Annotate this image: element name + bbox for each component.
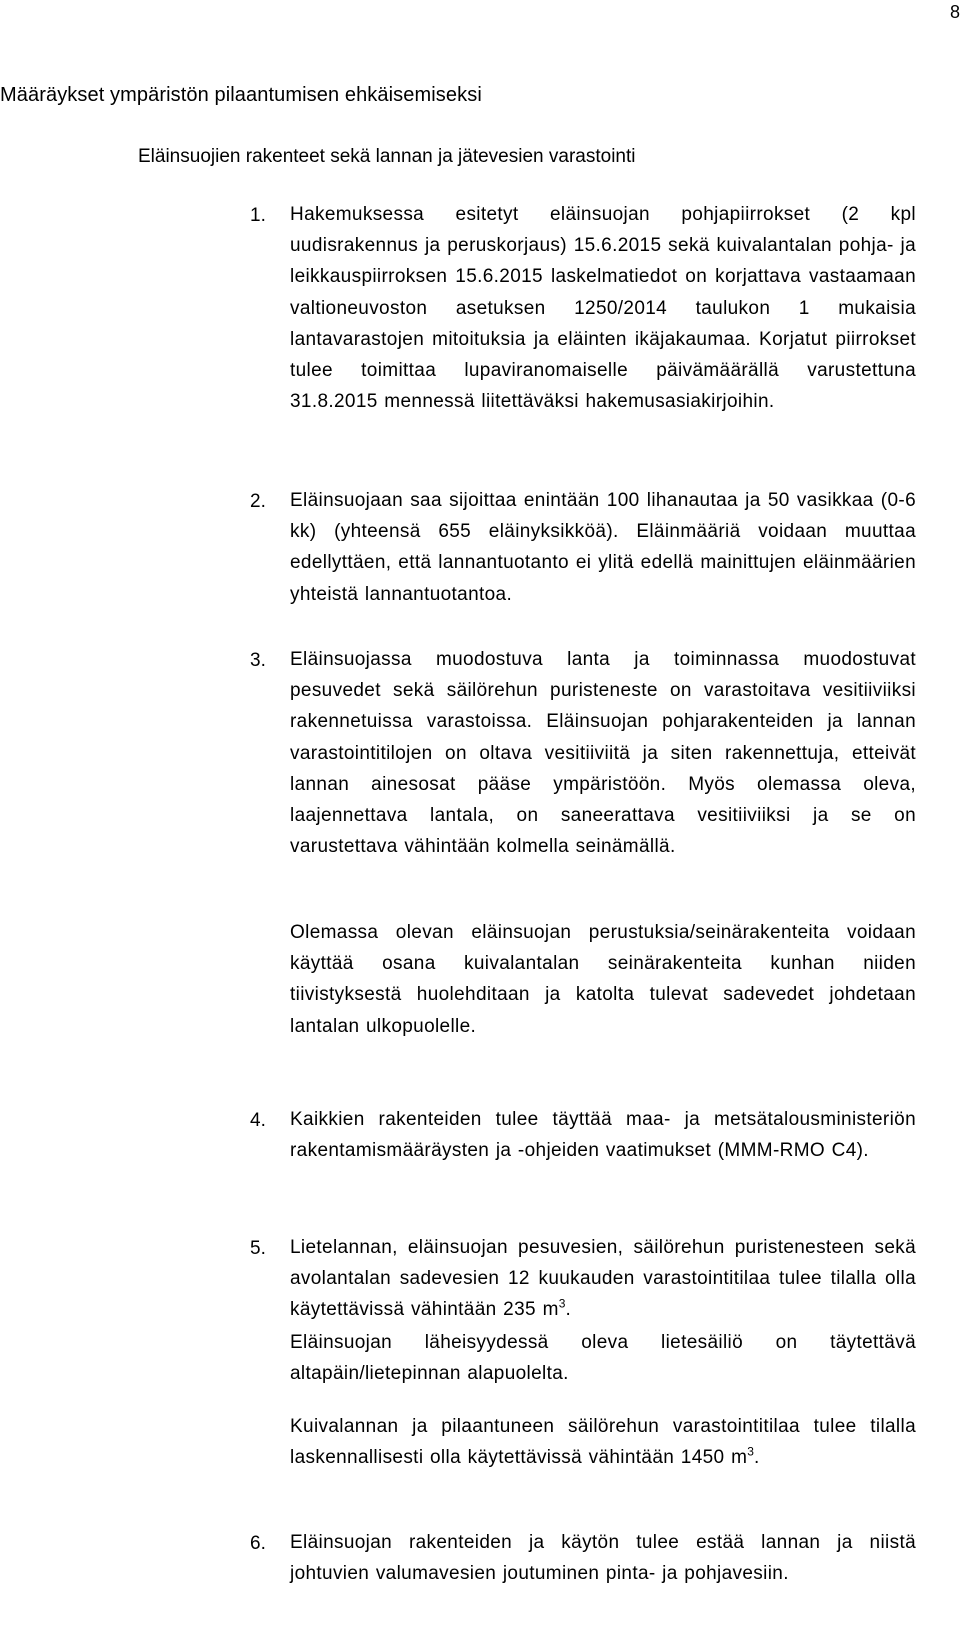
item-3-text: Eläinsuojassa muodostuva lanta ja toiminnassa muodostuvat pesuvedet sekä säilörehun puristeneste on varastoitava vesitiiviiksi rakennetuissa varastoissa. Eläinsuojan pohjarakenteiden ja lannan varastointitilojen on oltava vesitiiviitä ja siten rakennettuja, etteivät lannan ainesosat pääse ympäristöön. Myös olemassa oleva, laajennettava lantala, on saneerattava vesitiiviiksi ja se on varustettava vähintään kolmella seinämällä. xyxy=(290,649,916,858)
item-3-number: 3. xyxy=(250,650,266,671)
item-2-text: Eläinsuojaan saa sijoittaa enintään 100 lihanautaa ja 50 vasikkaa (0-6 kk) (yhteensä 655 eläinyksikköä). Eläinmääriä voidaan muuttaa edellyttäen, että lannantuotanto ei ylitä edellä mainittujen eläinmäärien yhteistä lannantuotantoa. xyxy=(290,490,916,605)
page-number: 8 xyxy=(949,2,960,22)
item-5-paragraph-3 xyxy=(290,1411,916,1473)
item-5-paragraph-3-superscript: 3 xyxy=(747,1444,754,1459)
section-subheading: Eläinsuojien rakenteet sekä lannan ja jätevesien varastointi xyxy=(138,146,636,167)
item-6-number: 6. xyxy=(250,1533,266,1554)
section-heading: Määräykset ympäristön pilaantumisen ehkäisemiseksi xyxy=(0,84,482,106)
item-5-text xyxy=(290,1232,916,1326)
item-5-paragraph-3-end: . xyxy=(753,1447,760,1469)
item-3-paragraph-2: Olemassa olevan eläinsuojan perustuksia/seinärakenteita voidaan käyttää osana kuivalantalan seinärakenteita kunhan niiden tiivistyksestä huolehditaan ja katolta tulevat sadevedet johdetaan lantalan ulkopuolelle. xyxy=(290,922,916,1037)
item-6-text: Eläinsuojan rakenteiden ja käytön tulee estää lannan ja niistä johtuvien valumavesien joutuminen pinta- ja pohjavesiin. xyxy=(290,1532,916,1585)
item-5-number: 5. xyxy=(250,1238,266,1259)
item-5-superscript: 3 xyxy=(558,1297,566,1312)
item-1-number: 1. xyxy=(250,205,266,226)
item-5-paragraph-3-main: Kuivalannan ja pilaantuneen säilörehun varastointitilaa tulee tilalla laskennallisesti olla käytettävissä vähintään 1450 m xyxy=(290,1416,916,1469)
item-5-text-main: Lietelannan, eläinsuojan pesuvesien, säilörehun puristenesteen sekä avolantalan sadevesien 12 kuukauden varastointitilaa tulee tilalla olla käytettävissä vähintään 235 m xyxy=(290,1237,916,1321)
item-4-text: Kaikkien rakenteiden tulee täyttää maa- ja metsätalousministeriön rakentamismääräysten ja -ohjeiden vaatimukset (MMM-RMO C4). xyxy=(290,1109,916,1162)
item-5-paragraph-2: Eläinsuojan läheisyydessä oleva lietesäiliö on täytettävä altapäin/lietepinnan alapuolelta. xyxy=(290,1332,916,1385)
item-2-number: 2. xyxy=(250,491,266,512)
item-1-text: Hakemuksessa esitetyt eläinsuojan pohjapiirrokset (2 kpl uudisrakennus ja peruskorjaus) 15.6.2015 sekä kuivalantalan pohja- ja leikkauspiirroksen 15.6.2015 laskelmatiedot on korjattava vastaamaan valtioneuvoston asetuksen 1250/2014 taulukon 1 mukaisia lantavarastojen mitoituksia ja eläinten ikäjakaumaa. Korjatut piirrokset tulee toimittaa lupaviranomaiselle päivämäärällä varustettuna 31.8.2015 mennessä liitettäväksi hakemusasiakirjoihin. xyxy=(290,204,916,413)
item-5-text-end: . xyxy=(565,1299,572,1321)
item-4-number: 4. xyxy=(250,1110,266,1131)
